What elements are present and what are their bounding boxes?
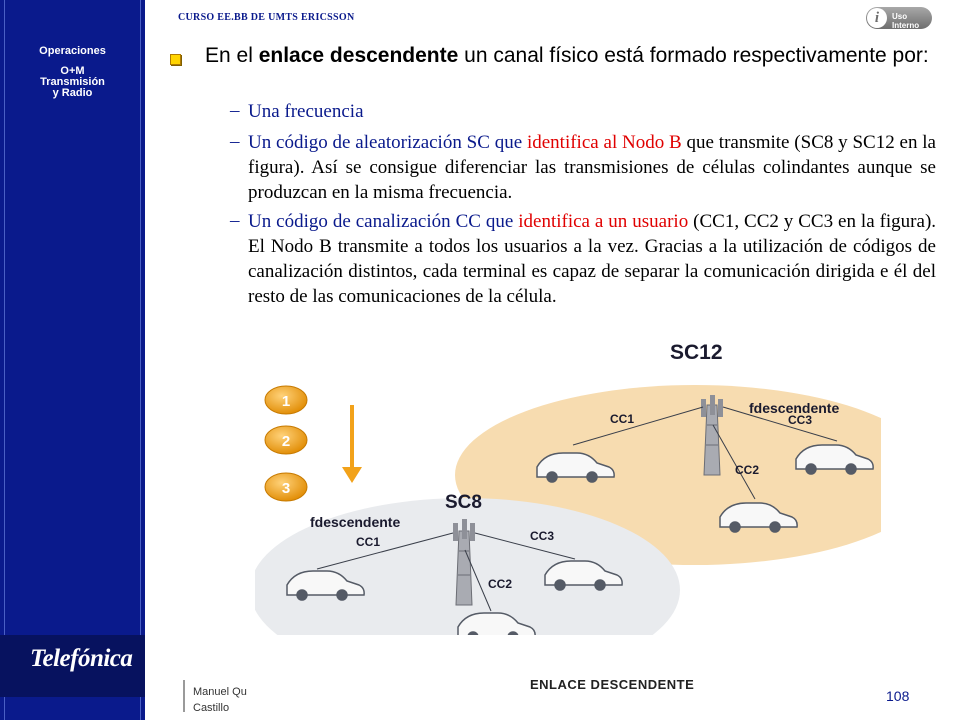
badge-label: Uso Interno bbox=[892, 12, 920, 30]
main-bullet-text: En el enlace descendente un canal físico está formado respectivamente por: bbox=[205, 44, 929, 67]
step-label: 1 bbox=[281, 393, 291, 410]
freq-label-top: fdescendente bbox=[749, 400, 840, 416]
footer-divider bbox=[183, 680, 185, 712]
cc1-label-top: CC1 bbox=[610, 412, 635, 426]
author-line: Manuel Qu bbox=[193, 686, 247, 698]
sc12-label: SC12 bbox=[670, 341, 723, 364]
item-frecuencia: Una frecuencia bbox=[248, 101, 364, 122]
dash-bullet: – bbox=[230, 131, 240, 152]
step-button-1 bbox=[265, 386, 307, 414]
sidebar-divider bbox=[140, 0, 141, 720]
cc3-label-left: CC3 bbox=[530, 529, 555, 543]
sidebar-subtitle: y Radio bbox=[52, 87, 93, 99]
downlink-figure bbox=[255, 335, 881, 635]
step-button-2 bbox=[265, 426, 307, 454]
dash-bullet: – bbox=[230, 210, 240, 231]
page-number: 108 bbox=[886, 688, 910, 704]
sidebar bbox=[0, 0, 145, 720]
telefonica-logo: Telefónica bbox=[30, 645, 133, 672]
freq-label-left: fdescendente bbox=[310, 514, 401, 530]
item-codigo-aleatorizacion: Un código de aleatorización SC que identifica al Nodo B que transmite (SC8 y SC12 en la figura). Así se consigue diferenciar las transmisiones de células colindantes aunque se produzcan en la misma frecuencia. bbox=[248, 132, 936, 203]
cc1-label-left: CC1 bbox=[356, 535, 381, 549]
course-title: CURSO EE.BB DE UMTS ERICSSON bbox=[178, 12, 355, 23]
cc3-label-top: CC3 bbox=[788, 413, 813, 427]
uso-interno-badge bbox=[866, 7, 932, 29]
cc2-label-left: CC2 bbox=[488, 577, 513, 591]
sidebar-subtitle: O+M bbox=[60, 65, 85, 77]
author bbox=[193, 684, 271, 716]
sc8-label: SC8 bbox=[445, 492, 482, 513]
step-label: 2 bbox=[281, 433, 291, 450]
sidebar-subtitle: Transmisión bbox=[40, 76, 105, 88]
sidebar-title: Operaciones bbox=[39, 45, 106, 57]
dash-bullet: – bbox=[230, 100, 240, 121]
author-line: Castillo bbox=[193, 702, 230, 714]
info-icon: i bbox=[867, 8, 887, 28]
square-bullet-icon bbox=[170, 54, 181, 65]
item-codigo-canalizacion: Un código de canalización CC que identifica a un usuario (CC1, CC2 y CC3 en la figura). El Nodo B transmite a todos los usuarios a la vez. Gracias a la utilización de códigos de canalización distintos, cada terminal es capaz de separar la comunicación dirigida e él del resto de las comunicaciones de la célula. bbox=[248, 211, 937, 307]
down-arrow-icon bbox=[342, 405, 362, 483]
cc2-label-top: CC2 bbox=[735, 463, 760, 477]
figure-caption: ENLACE DESCENDENTE bbox=[530, 677, 695, 692]
step-button-3 bbox=[265, 473, 307, 501]
step-label: 3 bbox=[281, 480, 291, 497]
sidebar-divider bbox=[4, 0, 5, 720]
